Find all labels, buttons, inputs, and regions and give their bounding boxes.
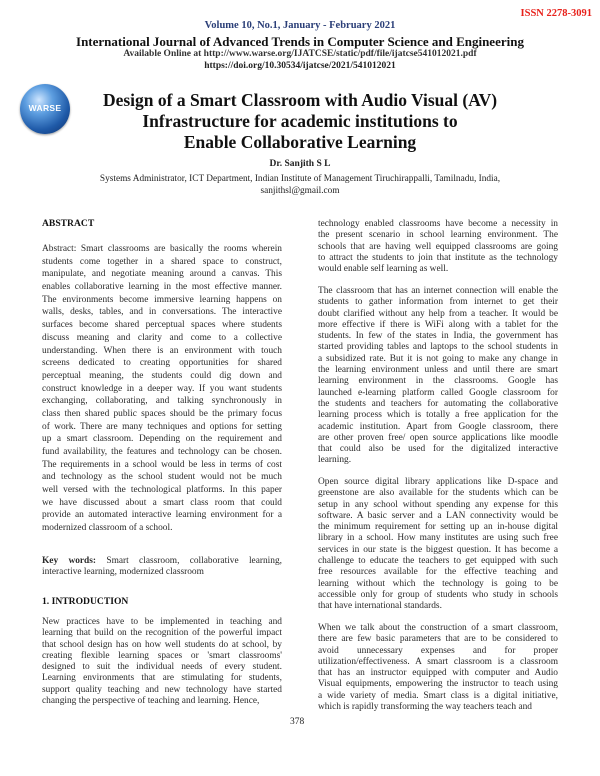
keywords-label: Key words: — [42, 556, 97, 566]
text-line: Learning environments that are stimulating for students, — [42, 673, 282, 684]
text-line: we have discussed about a smart class room that could — [42, 497, 282, 508]
affiliation-text: Systems Administrator, ICT Department, Indian Institute of Management Tiruchirappalli, Tamilnadu, India, — [99, 174, 501, 184]
text-line: would enable self learning as well. — [318, 264, 449, 275]
text-line: the present scenario in school learning environment. The — [318, 230, 558, 241]
text-line: started providing tables and laptops to the school students in — [318, 342, 558, 353]
author-name: Dr. Sanjith S L — [269, 159, 331, 169]
available-online-link[interactable]: Available Online at http://www.warse.org/IJATCSE/static/pdf/file/ijatcse541012021.pdf — [123, 49, 477, 59]
title-line: Enable Collaborative Learning — [183, 132, 417, 152]
text-line: Abstract: Smart classrooms are basically the rooms wherein — [42, 244, 282, 254]
text-line: doubt clarified without any help from a teacher. It would be — [318, 308, 558, 319]
text-line: learning that build on the recognition of the powerful impact — [42, 628, 282, 639]
text-line: When we talk about the construction of a smart classroom, — [318, 623, 558, 633]
text-line: academic institution. Apart from Google classroom, there — [318, 421, 558, 432]
text-line: technology enabled classrooms have become a necessity in — [318, 219, 558, 229]
text-line: the students and teachers for automating the collaborative — [318, 398, 558, 409]
text-line: to attract the students to join that institute as the technology — [318, 252, 558, 263]
logo-text: WARSE — [28, 103, 62, 113]
text-line: of work. There are many techniques and options for setting — [42, 421, 282, 432]
text-line: the minimum requirement for setting up an in-house digital — [318, 522, 558, 533]
abstract-heading: ABSTRACT — [42, 218, 95, 229]
keywords — [42, 556, 282, 579]
doi-link[interactable]: https://doi.org/10.30534/ijatcse/2021/541012021 — [204, 61, 396, 71]
text-line: learning. — [318, 455, 352, 466]
keywords-line — [42, 556, 282, 567]
keywords-text: Smart classroom, collaborative learning, — [106, 556, 283, 566]
text-line: The requirements in a school would be less in terms of cost — [42, 459, 282, 470]
text-line: New practices have to be implemented in teaching and — [42, 617, 282, 627]
volume-info: Volume 10, No.1, January - February 2021 — [204, 20, 396, 31]
text-line: enables collaborative learning in the most effective manner. — [42, 282, 282, 293]
text-line: The environments become immersive learning happens on — [42, 294, 282, 305]
text-line: schools that are having well equipped classrooms are going — [318, 241, 558, 252]
text-line: surfaces become shared perceptual spaces where students — [42, 320, 282, 331]
text-line: there are few basic parameters that are to be considered to — [318, 634, 558, 645]
text-line: avoid unnecessary expenses and for proper — [318, 645, 558, 656]
text-line: learning without which the technology is going to be — [318, 578, 558, 589]
text-line: a subsidized rate. But it is not going to make any change in — [318, 353, 558, 364]
text-line: utilization/effectiveness. A smart classroom is a classroom — [318, 656, 558, 667]
abstract-body — [42, 243, 282, 535]
text-line: designed to suit the individual needs of every student. — [42, 662, 282, 673]
text-line: services in our state is the biggest question. It has become a — [318, 544, 558, 555]
text-line: students. In few of the states in India, the government has — [318, 331, 558, 342]
right-paragraph — [318, 286, 558, 467]
text-line: learning process which is totally a free application for the — [318, 410, 558, 421]
paper-title — [0, 90, 600, 153]
text-line: well versed with the technological platforms. In this paper — [42, 485, 282, 496]
text-line: students come together in a shared space to construct, — [42, 256, 282, 267]
text-line: that could also be used for the digitalized interactive — [318, 444, 558, 455]
text-line: exchanging, collaborating, and talking synchronously in — [42, 396, 282, 407]
text-line: The classroom that has an internet connection will enable the — [318, 286, 558, 296]
text-line: which is rapidly transforming the way teachers teach and — [318, 702, 532, 713]
author-affiliation — [0, 173, 600, 197]
text-line: modernized classroom of a school. — [42, 523, 173, 534]
text-line: changing the perspective of teaching and learning. Hence, — [42, 696, 260, 707]
text-line: that school design has on how well students do at school, by — [42, 639, 282, 650]
text-line: learning environment in the classrooms. Google has — [318, 376, 558, 387]
page-number: 378 — [290, 717, 305, 727]
text-line: free resources available for the effective teaching and — [318, 567, 558, 578]
text-line: the learning environment unless and until there are smart — [318, 365, 558, 376]
keywords-line: interactive learning, modernized classroom — [42, 567, 204, 578]
text-line: discuss meaning and clarity and come to a collective — [42, 332, 282, 343]
text-line: accessible only for group of students who study in schools — [318, 589, 558, 600]
text-line: and technology as the school student would not be much — [42, 472, 282, 483]
right-paragraph — [318, 477, 558, 613]
right-paragraph — [318, 623, 558, 713]
text-line: students to gather information from internet to get their — [318, 297, 558, 308]
text-line: that has an instructor equipped with computer and Audio — [318, 668, 558, 679]
text-line: understanding. When there is an environment with touch — [42, 345, 282, 356]
text-line: more effective if there is WiFi along with a tablet for the — [318, 319, 558, 330]
journal-name: International Journal of Advanced Trends in Computer Science and Engineering — [76, 34, 524, 49]
right-paragraph — [318, 219, 558, 275]
text-line: that have international standards. — [318, 601, 442, 612]
text-line: provide an automated interactive learning environment for a — [42, 510, 282, 521]
text-line: walls, desks, tables, and in conversations. The interactive — [42, 307, 282, 318]
text-line: launched e-learning platform called Google classroom for — [318, 387, 558, 398]
text-line: Visual equipments, empowering the instructor to teach using — [318, 679, 558, 690]
text-line: construct knowledge in a deeper way. If you want students — [42, 383, 282, 394]
issn-label: ISSN 2278-3091 — [520, 8, 592, 19]
text-line: creating flexible learning spaces or 'smart classrooms' — [42, 650, 282, 661]
text-line: setup in any school without spending any expense for this — [318, 499, 558, 510]
text-line: Open source digital library applications like D-space and — [318, 477, 558, 487]
text-line: manipulate, and negotiate meaning around a canvas. This — [42, 269, 282, 280]
text-line: perceptual meaning, the students could dig down and — [42, 370, 282, 381]
text-line: greenstone are also available for the students which can be — [318, 488, 558, 499]
author-email[interactable]: sanjithsl@gmail.com — [260, 186, 340, 196]
text-line: screens dedicated to creating opportunities for shared — [42, 358, 282, 369]
text-line: challenge to educate the teachers to get equipped with such — [318, 556, 558, 567]
text-line: class then shared public spaces should be the primary focus — [42, 408, 282, 419]
introduction-heading: 1. INTRODUCTION — [42, 596, 129, 607]
text-line: up a smart classroom. Depending on the requirement and — [42, 434, 282, 445]
text-line: support quality teaching and new technology have started — [42, 684, 282, 695]
title-line: Infrastructure for academic institutions to — [142, 111, 458, 131]
title-line: Design of a Smart Classroom with Audio Visual (AV) — [102, 90, 498, 110]
introduction-body — [42, 617, 282, 707]
text-line: a wide variety of media. Smart class is a digital initiative, — [318, 690, 558, 701]
text-line: fund availability, the features and technology can be chosen. — [42, 447, 282, 457]
text-line: are other proven free/ open source applications like moodle — [318, 432, 558, 443]
text-line: software. A basic server and a LAN connectivity would be — [318, 510, 558, 521]
text-line: library in a school. How many institutes are using such free — [318, 533, 558, 544]
